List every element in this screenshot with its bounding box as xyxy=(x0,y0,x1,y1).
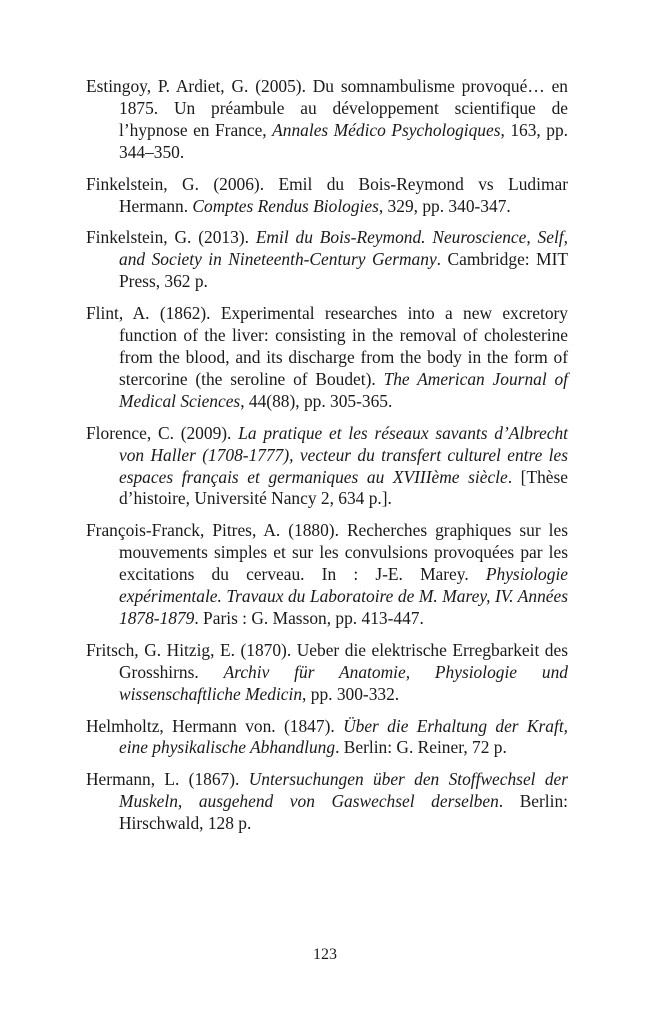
reference-text: , pp. 300-332. xyxy=(302,683,400,704)
reference-text: , 329, pp. 340-347. xyxy=(378,195,511,216)
reference-italic-title: La pratique et les réseaux savants d’Albrecht von Haller (1708-1777), vecteur du transfert culturel entre les espaces français et germaniques au XVIIIème siècle xyxy=(119,422,568,487)
reference-italic-title: Annales Médico Psychologiques xyxy=(272,119,501,140)
reference-text: Florence, C. (2009). xyxy=(86,422,239,443)
reference-text: Finkelstein, G. (2006). Emil du Bois-Reymond vs Ludimar Hermann. xyxy=(86,173,568,216)
reference-italic-title: Über die Erhaltung der Kraft, eine physikalische Abhandlung xyxy=(119,715,568,758)
reference-entry xyxy=(86,76,568,164)
reference-text: Finkelstein, G. (2013). xyxy=(86,227,256,248)
reference-text: , 163, pp. 344–350. xyxy=(119,119,568,162)
reference-list xyxy=(86,76,568,845)
reference-text: . Berlin: G. Reiner, 72 p. xyxy=(335,737,507,758)
reference-entry xyxy=(86,640,568,706)
reference-italic-title: Comptes Rendus Biologies xyxy=(192,195,379,216)
reference-italic-title: Untersuchungen über den Stoffwechsel der Muskeln, ausgehend von Gaswechsel derselben xyxy=(119,769,568,812)
reference-entry xyxy=(86,423,568,511)
reference-entry xyxy=(86,520,568,630)
reference-text: . [Thèse d’histoire, Université Nancy 2, 634 p.]. xyxy=(119,466,568,509)
reference-entry xyxy=(86,174,568,218)
reference-italic-title: Emil du Bois-Reymond. Neuroscience, Self, and Society in Nineteenth-Century Germany xyxy=(119,227,568,270)
reference-text: . Paris : G. Masson, pp. 413-447. xyxy=(194,607,424,628)
reference-text: . Berlin: Hirschwald, 128 p. xyxy=(119,791,568,834)
page-number: 123 xyxy=(313,946,337,963)
reference-text: . Cambridge: MIT Press, 362 p. xyxy=(119,249,568,292)
reference-italic-title: The American Journal of Medical Sciences xyxy=(119,368,568,411)
reference-entry xyxy=(86,769,568,835)
reference-text: François-Franck, Pitres, A. (1880). Recherches graphiques sur les mouvements simples et sur les convulsions provoquées par les excitations du cerveau. In : J-E. Marey. xyxy=(86,520,568,585)
reference-entry xyxy=(86,303,568,413)
reference-text: , 44(88), pp. 305-365. xyxy=(240,390,393,411)
reference-text: Helmholtz, Hermann von. (1847). xyxy=(86,715,344,736)
reference-entry xyxy=(86,716,568,760)
reference-text: Fritsch, G. Hitzig, E. (1870). Ueber die elektrische Erregbarkeit des Grosshirns. xyxy=(86,639,568,682)
reference-entry xyxy=(86,227,568,293)
reference-italic-title: Physiologie expérimentale. Travaux du Laboratoire de M. Marey, IV. Années 1878-1879 xyxy=(119,564,568,628)
reference-text: Flint, A. (1862). Experimental researches into a new excretory function of the liver: consisting in the removal of cholesterine from the blood, and its discharge from the body in the form of stercorine (the seroline of Boudet). xyxy=(86,303,568,389)
reference-text: Hermann, L. (1867). xyxy=(86,769,249,790)
reference-italic-title: Archiv für Anatomie, Physiologie und wissenschaftliche Medicin xyxy=(119,661,568,704)
reference-text: Estingoy, P. Ardiet, G. (2005). Du somnambulisme provoqué… en 1875. Un préambule au développement scientifique de l’hypnose en France, xyxy=(86,76,568,140)
